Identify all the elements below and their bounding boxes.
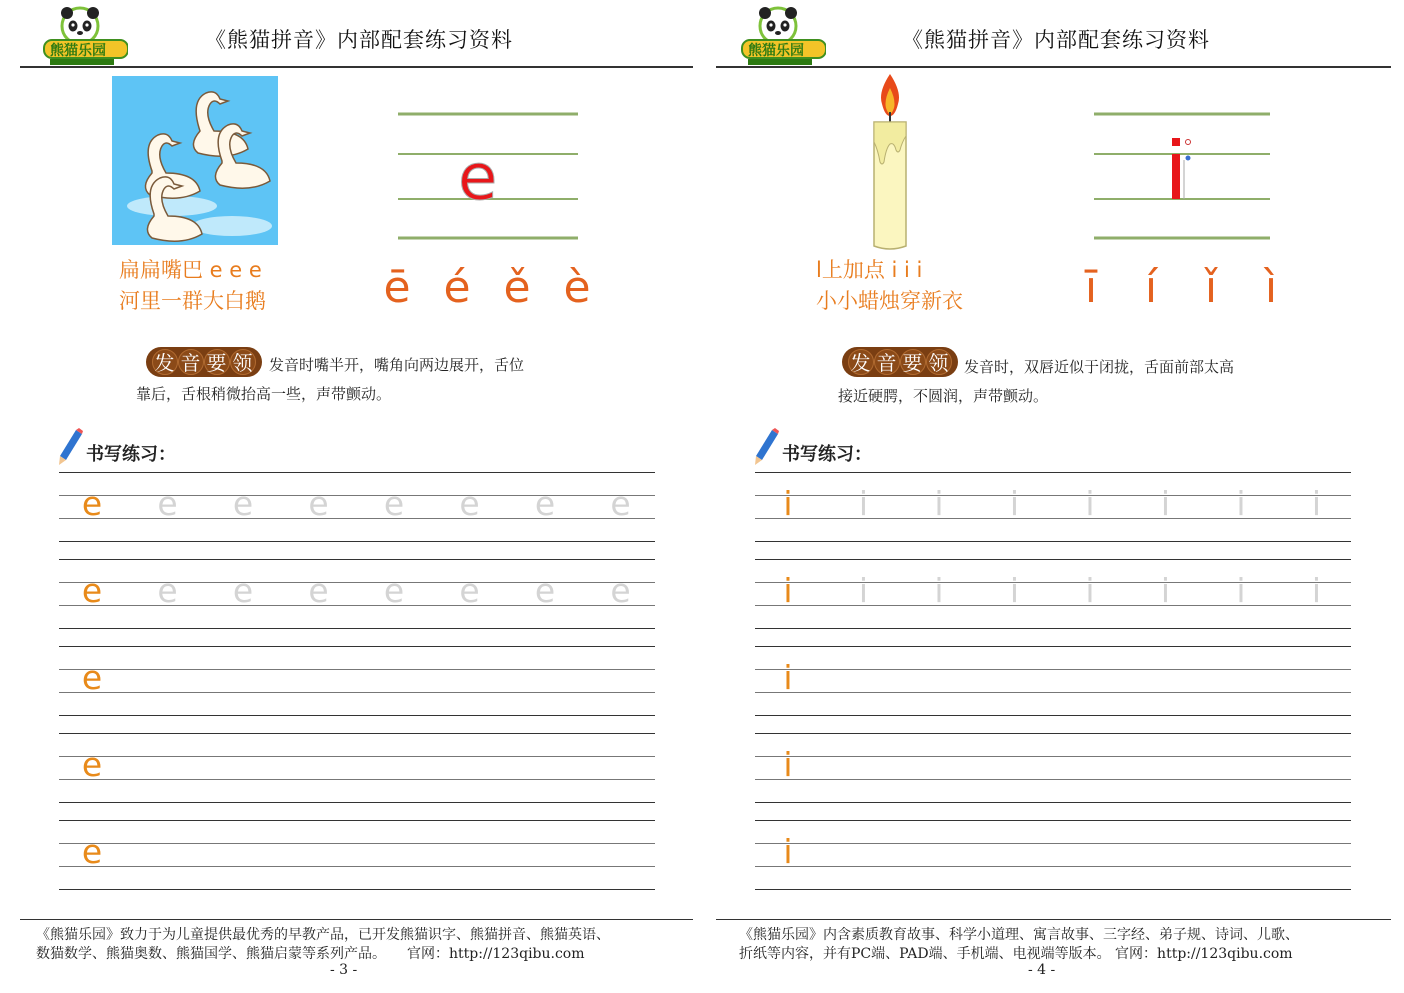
writing-row [59, 820, 655, 890]
tracing-letter: e [459, 571, 480, 610]
ruled-line [755, 733, 1351, 734]
tracing-letter: e [534, 484, 556, 523]
model-letter: i [783, 658, 793, 697]
footer-line-1: 《熊猫乐园》致力于为儿童提供最优秀的早教产品，已开发熊猫识字、熊猫拼音、熊猫英语、 [36, 927, 610, 943]
badge-char: 发 [848, 349, 874, 375]
writing-row [755, 733, 1351, 803]
ruled-line [755, 669, 1351, 670]
ruled-line [755, 820, 1351, 821]
header-rule [20, 66, 693, 68]
badge-char: 音 [178, 349, 204, 375]
model-letter: i [783, 571, 793, 610]
tracing-letter: i [1311, 484, 1322, 523]
model-letter: e [81, 571, 103, 610]
page-number: - 4 - [1028, 962, 1056, 978]
ruled-line [755, 715, 1351, 716]
candle-illustration [870, 72, 910, 252]
tracing-letter: e [232, 484, 254, 523]
badge-char: 领 [230, 349, 256, 375]
tone-marks [1076, 262, 1286, 313]
ruled-line [59, 715, 655, 716]
ruled-line [755, 866, 1351, 867]
rhyme-line-2: 小小蜡烛穿新衣 [816, 289, 963, 313]
model-letter: i [783, 484, 793, 523]
writing-practice-label: 书写练习： [782, 444, 872, 465]
tracing-letter: e [157, 484, 178, 523]
ruled-line [59, 559, 655, 560]
ruled-line [755, 843, 1351, 844]
footer-text [739, 926, 1299, 964]
badge-char: 音 [874, 349, 900, 375]
swans-illustration [112, 76, 278, 245]
ruled-line [755, 582, 1351, 583]
ruled-line [59, 866, 655, 867]
ruled-line [59, 889, 655, 890]
tracing-letter: e [459, 484, 480, 523]
writing-row [59, 733, 655, 803]
panda-logo-icon [740, 4, 826, 66]
rhyme-text [119, 255, 266, 317]
tone-4: è [563, 262, 591, 313]
tone-2: í [1144, 262, 1158, 313]
tracing-letter: e [534, 571, 556, 610]
ruled-line [755, 802, 1351, 803]
ruled-line [755, 518, 1351, 519]
svg-text:熊猫乐园: 熊猫乐园 [748, 43, 804, 59]
model-letter: e [81, 832, 103, 871]
pronunciation-desc-line-2: 接近硬腭，不圆润，声带颤动。 [838, 387, 1049, 405]
badge-char: 领 [926, 349, 952, 375]
tracing-letter: i [1085, 571, 1095, 610]
ruled-line [755, 756, 1351, 757]
writing-row [59, 646, 655, 716]
writing-row [755, 646, 1351, 716]
ruled-line [755, 889, 1351, 890]
tracing-letter: i [1236, 571, 1246, 610]
writing-row [755, 472, 1351, 542]
pencil-icon [754, 428, 780, 466]
tracing-letter: e [308, 484, 329, 523]
model-letter: e [81, 484, 103, 523]
ruled-line [59, 779, 655, 780]
ruled-line [755, 692, 1351, 693]
ruled-line [755, 628, 1351, 629]
svg-text:e: e [458, 141, 498, 215]
writing-row [59, 472, 655, 542]
ruled-line [59, 669, 655, 670]
tracing-letter: e [383, 571, 405, 610]
model-letter: i [783, 832, 793, 871]
badge-char: 要 [900, 349, 926, 375]
rhyme-text [816, 255, 963, 317]
pronunciation-badge [146, 347, 262, 377]
model-letter: e [81, 658, 103, 697]
ruled-line [755, 646, 1351, 647]
pronunciation-desc-line-2: 靠后，舌根稍微抬高一些，声带颤动。 [136, 385, 392, 403]
tone-marks [382, 262, 592, 313]
tracing-letter: i [858, 571, 869, 610]
tone-1: ē [383, 262, 411, 313]
tracing-letter: i [1160, 484, 1171, 523]
panda-logo-icon [42, 4, 128, 66]
ruled-line [59, 628, 655, 629]
ruled-line [59, 802, 655, 803]
ruled-line [59, 692, 655, 693]
footer-text [36, 926, 610, 964]
ruled-line [755, 541, 1351, 542]
page-4 [702, 0, 1404, 993]
ruled-line [59, 605, 655, 606]
model-letter: e [81, 745, 103, 784]
footer-line-1: 《熊猫乐园》内含素质教育故事、科学小道理、寓言故事、三字经、弟子规、诗词、儿歌、 [739, 927, 1299, 943]
badge-char: 要 [204, 349, 230, 375]
ruled-line [59, 518, 655, 519]
ruled-line [755, 559, 1351, 560]
ruled-line [59, 541, 655, 542]
tracing-letter: e [610, 571, 631, 610]
header-title: 《熊猫拼音》内部配套练习资料 [205, 28, 513, 52]
ruled-line [59, 646, 655, 647]
ruled-line [755, 605, 1351, 606]
tracing-letter: e [308, 571, 329, 610]
pronunciation-badge [842, 347, 958, 377]
tone-3: ě [503, 262, 531, 313]
ruled-line [59, 733, 655, 734]
writing-row [755, 559, 1351, 629]
header-rule [716, 66, 1391, 68]
writing-row [59, 559, 655, 629]
writing-row [755, 820, 1351, 890]
tracing-letter: i [1311, 571, 1322, 610]
tone-2: é [443, 262, 471, 313]
tracing-letter: i [1160, 571, 1171, 610]
tracing-letter: e [610, 484, 631, 523]
tracing-letter: e [383, 484, 405, 523]
pencil-icon [58, 428, 84, 466]
ruled-line [59, 582, 655, 583]
tracing-letter: i [1009, 571, 1020, 610]
badge-char: 发 [152, 349, 178, 375]
tracing-letter: i [934, 571, 944, 610]
tracing-letter: e [157, 571, 178, 610]
model-letter: i [783, 745, 793, 784]
ruled-line [755, 779, 1351, 780]
svg-text:熊猫乐园: 熊猫乐园 [50, 43, 106, 59]
ruled-line [59, 756, 655, 757]
rhyme-line-1: l上加点 i i i [816, 258, 923, 282]
footer-line-2: 数猫数学、熊猫奥数、熊猫国学、熊猫启蒙等系列产品。 官网：http://123qibu.com [36, 946, 585, 962]
tone-1: ī [1084, 262, 1098, 313]
footer-line-2: 折纸等内容，并有PC端、PAD端、手机端、电视端等版本。 官网：http://123qibu.com [739, 946, 1293, 962]
tone-4: ì [1264, 262, 1278, 313]
tracing-letter: i [934, 484, 944, 523]
ruled-line [59, 495, 655, 496]
pronunciation-desc-line-1: 发音时嘴半开，嘴角向两边展开，舌位 [269, 356, 525, 374]
tone-3: ǐ [1204, 262, 1218, 313]
tracing-letter: i [1085, 484, 1095, 523]
footer-rule [716, 919, 1391, 920]
pronunciation-desc-line-1: 发音时，双唇近似于闭拢，舌面前部太高 [964, 358, 1235, 376]
tracing-letter: e [232, 571, 254, 610]
header-title: 《熊猫拼音》内部配套练习资料 [902, 28, 1210, 52]
rhyme-line-2: 河里一群大白鹅 [119, 289, 266, 313]
ruled-line [755, 495, 1351, 496]
footer-rule [20, 919, 693, 920]
letter-i-stroke-guide [1092, 110, 1272, 242]
ruled-line [59, 820, 655, 821]
tracing-letter: i [858, 484, 869, 523]
letter-e-stroke-guide [396, 110, 580, 242]
tracing-letter: i [1009, 484, 1020, 523]
ruled-line [59, 843, 655, 844]
rhyme-line-1: 扁扁嘴巴 e e e [119, 258, 262, 282]
page-number: - 3 - [330, 962, 358, 978]
ruled-line [755, 472, 1351, 473]
writing-practice-label: 书写练习： [86, 444, 176, 465]
ruled-line [59, 472, 655, 473]
tracing-letter: i [1236, 484, 1246, 523]
